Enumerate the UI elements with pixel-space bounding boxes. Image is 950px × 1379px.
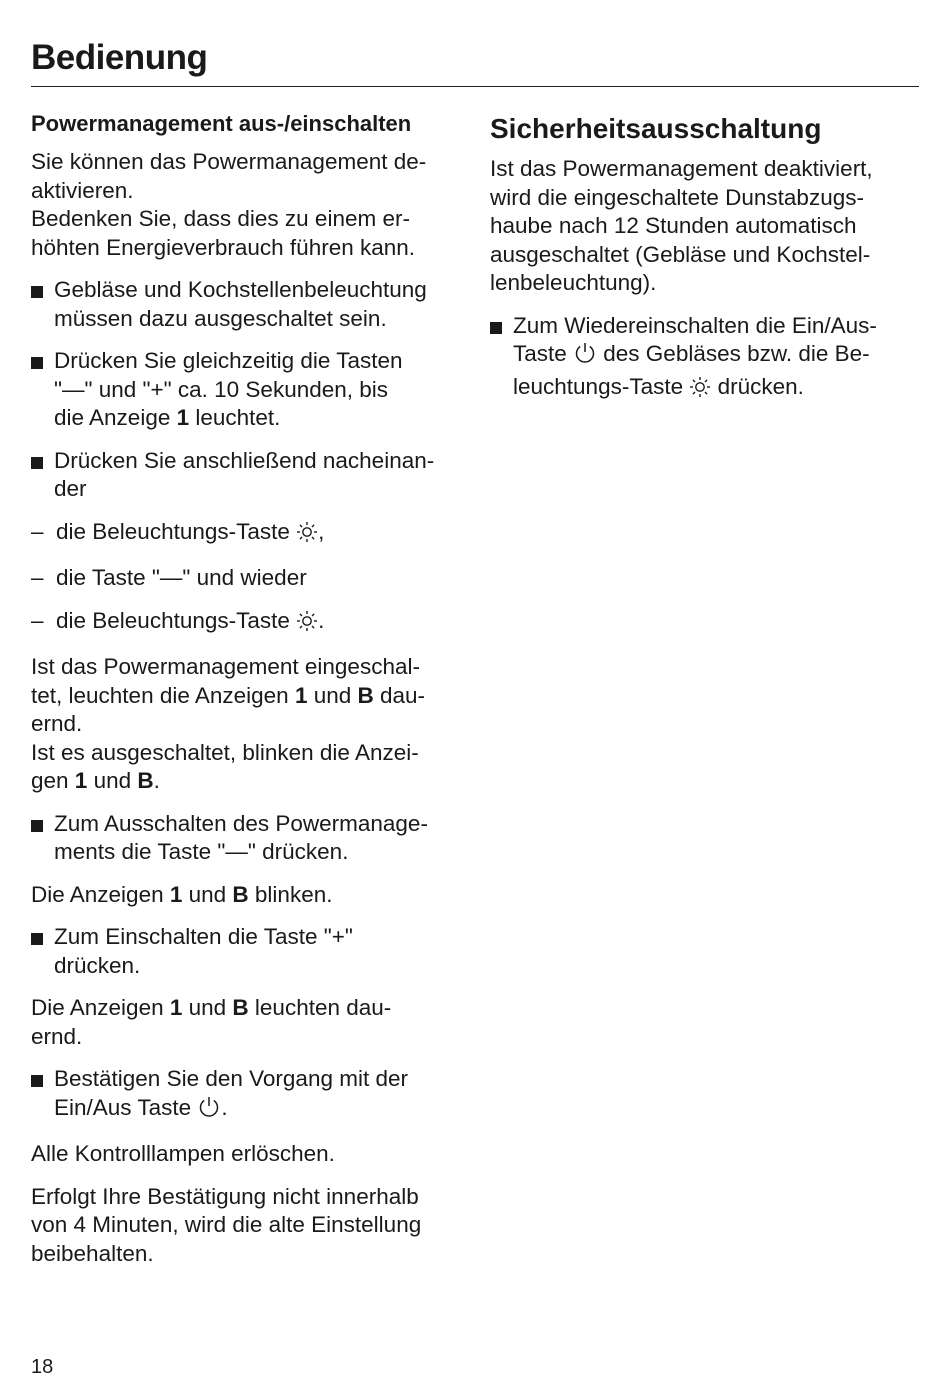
- right-column: [490, 110, 910, 419]
- list-item: Drücken Sie gleichzeitig die Tasten "—" und "+" ca. 10 Sekunden, bis die Anzeige 1 leuchtet.: [31, 347, 466, 433]
- section-heading-powermanagement: Powermanagement aus-/einschalten: [31, 111, 412, 136]
- square-bullet: [490, 322, 502, 334]
- light-icon: [296, 521, 318, 551]
- list-item: Gebläse und Kochstellenbeleuchtung müssen dazu ausgeschaltet sein.: [31, 276, 466, 333]
- paragraph-status: Ist das Powermanagement eingeschal- tet, leuchten die Anzeigen 1 und B dau- ernd. Ist es ausgeschaltet, blinken die Anzei- gen 1 und B.: [31, 654, 426, 793]
- page-number: 18: [31, 1356, 54, 1378]
- dash-item: – die Taste "—" und wieder: [31, 565, 307, 590]
- paragraph-blink: Die Anzeigen 1 und B blinken.: [31, 881, 333, 907]
- paragraph-steady: Die Anzeigen 1 und B leuchten dau- ernd.: [31, 995, 392, 1049]
- list-item: Bestätigen Sie den Vorgang mit der Ein/Aus Taste .: [31, 1065, 466, 1126]
- section-heading-safety: Sicherheitsausschaltung: [490, 113, 822, 144]
- dash-item: – die Beleuchtungs-Taste ,: [31, 518, 466, 551]
- square-bullet: [31, 286, 43, 298]
- list-item: Zum Ausschalten des Powermanage- ments die Taste "—" drücken.: [31, 810, 466, 867]
- left-column: [31, 110, 466, 1282]
- square-bullet: [31, 820, 43, 832]
- list-item: Drücken Sie anschließend nacheinan- der: [31, 447, 466, 504]
- power-icon: [573, 341, 597, 373]
- page-title: Bedienung: [31, 38, 208, 77]
- light-icon: [296, 610, 318, 640]
- light-icon: [689, 376, 711, 406]
- paragraph-safety: Ist das Powermanagement deaktiviert, wird die eingeschaltete Dunstabzugs- haube nach 12 Stunden automatisch ausgeschaltet (Gebläse und Kochstel- lenbeleuchtung).: [490, 156, 873, 295]
- square-bullet: [31, 457, 43, 469]
- list-item: Zum Einschalten die Taste "+" drücken.: [31, 923, 466, 980]
- square-bullet: [31, 933, 43, 945]
- square-bullet: [31, 1075, 43, 1087]
- list-item: Zum Wiedereinschalten die Ein/Aus- Taste des Gebläses bzw. die Be- leuchtungs-Taste drücken.: [490, 312, 910, 406]
- paragraph-timeout: Erfolgt Ihre Bestätigung nicht innerhalb von 4 Minuten, wird die alte Einstellung beibehalten.: [31, 1183, 422, 1266]
- power-icon: [197, 1095, 221, 1127]
- paragraph-lamps: Alle Kontrolllampen erlöschen.: [31, 1141, 335, 1166]
- square-bullet: [31, 357, 43, 369]
- paragraph-intro: Sie können das Powermanagement de- aktivieren. Bedenken Sie, dass dies zu einem er- höhten Energieverbrauch führen kann.: [31, 149, 427, 260]
- header-rule: [31, 86, 919, 87]
- dash-item: – die Beleuchtungs-Taste .: [31, 607, 466, 640]
